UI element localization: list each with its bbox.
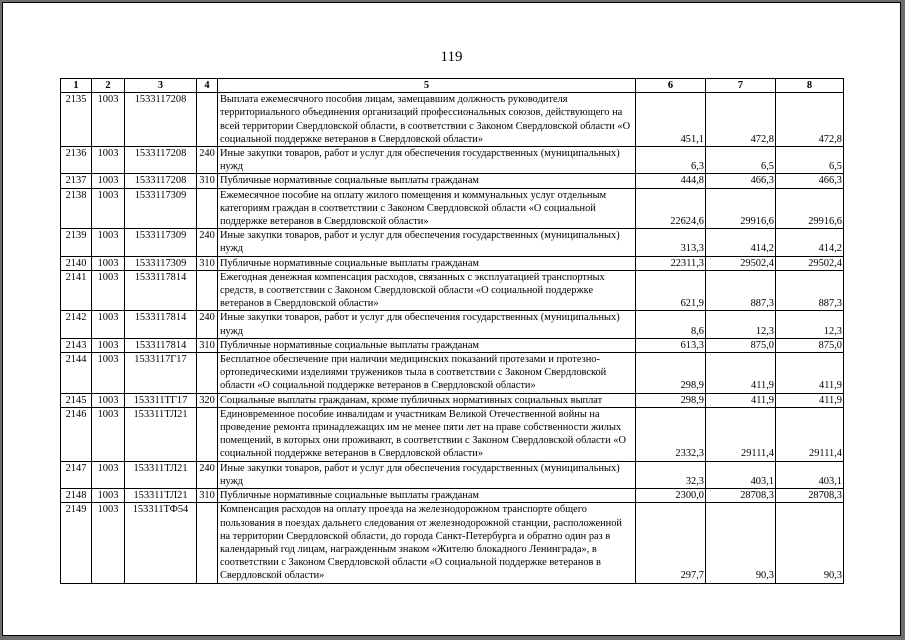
header-col-7: 7 [706,79,776,93]
row-number: 2139 [61,229,92,256]
expense-kind-code: 310 [197,256,218,270]
section-code: 1003 [92,147,125,174]
amount-col-8: 887,3 [776,270,844,311]
header-col-8: 8 [776,79,844,93]
row-number: 2135 [61,93,92,147]
amount-col-6: 2332,3 [636,407,706,461]
expense-kind-code: 240 [197,461,218,488]
row-number: 2140 [61,256,92,270]
amount-col-6: 613,3 [636,338,706,352]
section-code: 1003 [92,407,125,461]
amount-col-7: 411,9 [706,393,776,407]
amount-col-8: 29111,4 [776,407,844,461]
amount-col-6: 8,6 [636,311,706,338]
amount-col-8: 28708,3 [776,489,844,503]
amount-col-7: 875,0 [706,338,776,352]
item-name: Компенсация расходов на оплату проезда на железнодорожном транспорте общего пользования в поездах дальнего следования от железнодорожной станции, расположенной на территории Свердловской области, до города Санкт-Петербурга и обратно один раз в календарный год лицам, награжденным знаком «Жителю блокадного Ленинграда», в соответствии с Законом Свердловской области «О социальной поддержке ветеранов в Свердловской области» [218,503,636,583]
document-page [2,2,901,636]
amount-col-8: 12,3 [776,311,844,338]
expense-kind-code: 240 [197,147,218,174]
article-code: 1533117814 [125,270,197,311]
expense-kind-code [197,188,218,229]
row-number: 2149 [61,503,92,583]
item-name: Иные закупки товаров, работ и услуг для обеспечения государственных (муниципальных) нужд [218,229,636,256]
row-number: 2146 [61,407,92,461]
amount-col-6: 621,9 [636,270,706,311]
header-col-6: 6 [636,79,706,93]
section-code: 1003 [92,393,125,407]
header-col-3: 3 [125,79,197,93]
item-name: Иные закупки товаров, работ и услуг для обеспечения государственных (муниципальных) нужд [218,461,636,488]
table-row [61,229,844,256]
amount-col-8: 90,3 [776,503,844,583]
article-code: 153311ТГ17 [125,393,197,407]
article-code: 1533117208 [125,93,197,147]
table-row [61,338,844,352]
expense-kind-code: 310 [197,174,218,188]
table-row [61,489,844,503]
article-code: 153311ТФ54 [125,503,197,583]
row-number: 2142 [61,311,92,338]
item-name: Публичные нормативные социальные выплаты гражданам [218,256,636,270]
item-name: Ежемесячное пособие на оплату жилого помещения и коммунальных услуг отдельным категориям граждан в соответствии с Законом Свердловской области «О социальной поддержке ветеранов в Свердловской области» [218,188,636,229]
table-header-row [61,79,844,93]
table-row [61,353,844,394]
article-code: 1533117309 [125,256,197,270]
article-code: 1533117814 [125,338,197,352]
expense-kind-code: 310 [197,338,218,352]
amount-col-7: 466,3 [706,174,776,188]
expense-kind-code [197,270,218,311]
table-body [61,93,844,583]
table-row [61,393,844,407]
item-name: Единовременное пособие инвалидам и участникам Великой Отечественной войны на проведение ремонта принадлежащих им не менее пяти лет на праве собственности жилых помещений, в которых они проживают, в соответствии с Законом Свердловской области «О социальной поддержке ветеранов в Свердловской области» [218,407,636,461]
item-name: Публичные нормативные социальные выплаты гражданам [218,174,636,188]
section-code: 1003 [92,353,125,394]
article-code: 1533117309 [125,188,197,229]
table-row [61,93,844,147]
table-row [61,407,844,461]
article-code: 1533117208 [125,174,197,188]
amount-col-8: 403,1 [776,461,844,488]
section-code: 1003 [92,489,125,503]
expense-kind-code [197,407,218,461]
amount-col-7: 28708,3 [706,489,776,503]
amount-col-6: 32,3 [636,461,706,488]
amount-col-8: 29916,6 [776,188,844,229]
amount-col-8: 29502,4 [776,256,844,270]
amount-col-8: 6,5 [776,147,844,174]
section-code: 1003 [92,256,125,270]
page-number: 119 [440,49,463,65]
amount-col-8: 411,9 [776,353,844,394]
table-row [61,503,844,583]
budget-table [60,78,844,584]
amount-col-7: 90,3 [706,503,776,583]
amount-col-7: 414,2 [706,229,776,256]
row-number: 2136 [61,147,92,174]
section-code: 1003 [92,270,125,311]
row-number: 2148 [61,489,92,503]
section-code: 1003 [92,311,125,338]
amount-col-8: 414,2 [776,229,844,256]
amount-col-7: 6,5 [706,147,776,174]
amount-col-6: 22624,6 [636,188,706,229]
item-name: Публичные нормативные социальные выплаты гражданам [218,489,636,503]
expense-kind-code: 240 [197,229,218,256]
header-col-1: 1 [61,79,92,93]
amount-col-6: 444,8 [636,174,706,188]
row-number: 2143 [61,338,92,352]
item-name: Выплата ежемесячного пособия лицам, замещавшим должность руководителя территориального объединения организаций профессиональных союзов, действующего на всей территории Свердловской области, в соответствии с Законом Свердловской области «О социальной поддержке ветеранов в Свердловской области» [218,93,636,147]
amount-col-7: 411,9 [706,353,776,394]
amount-col-6: 298,9 [636,353,706,394]
amount-col-7: 29111,4 [706,407,776,461]
expense-kind-code: 240 [197,311,218,338]
section-code: 1003 [92,174,125,188]
item-name: Бесплатное обеспечение при наличии медицинских показаний протезами и протезно-ортопедическими изделиями тружеников тыла в соответствии с Законом Свердловской области «О социальной поддержке ветеранов в Свердловской области» [218,353,636,394]
amount-col-6: 22311,3 [636,256,706,270]
amount-col-7: 29502,4 [706,256,776,270]
expense-kind-code: 310 [197,489,218,503]
header-col-4: 4 [197,79,218,93]
amount-col-8: 472,8 [776,93,844,147]
section-code: 1003 [92,461,125,488]
amount-col-6: 6,3 [636,147,706,174]
item-name: Ежегодная денежная компенсация расходов, связанных с эксплуатацией транспортных средств, в соответствии с Законом Свердловской области «О социальной поддержке ветеранов в Свердловской области» [218,270,636,311]
header-col-2: 2 [92,79,125,93]
expense-kind-code [197,503,218,583]
amount-col-8: 411,9 [776,393,844,407]
row-number: 2147 [61,461,92,488]
expense-kind-code: 320 [197,393,218,407]
amount-col-7: 29916,6 [706,188,776,229]
expense-kind-code [197,93,218,147]
row-number: 2138 [61,188,92,229]
article-code: 1533117814 [125,311,197,338]
expense-kind-code [197,353,218,394]
article-code: 153311ТЛ21 [125,461,197,488]
amount-col-6: 313,3 [636,229,706,256]
row-number: 2141 [61,270,92,311]
table-row [61,256,844,270]
section-code: 1003 [92,188,125,229]
item-name: Социальные выплаты гражданам, кроме публичных нормативных социальных выплат [218,393,636,407]
table-row [61,188,844,229]
table-row [61,270,844,311]
table-row [61,174,844,188]
table-row [61,461,844,488]
amount-col-6: 2300,0 [636,489,706,503]
article-code: 153311ТЛ21 [125,489,197,503]
amount-col-7: 403,1 [706,461,776,488]
item-name: Иные закупки товаров, работ и услуг для обеспечения государственных (муниципальных) нужд [218,311,636,338]
table-row [61,147,844,174]
row-number: 2137 [61,174,92,188]
article-code: 1533117Г17 [125,353,197,394]
section-code: 1003 [92,338,125,352]
amount-col-8: 466,3 [776,174,844,188]
row-number: 2144 [61,353,92,394]
amount-col-6: 298,9 [636,393,706,407]
amount-col-6: 297,7 [636,503,706,583]
amount-col-6: 451,1 [636,93,706,147]
amount-col-7: 12,3 [706,311,776,338]
section-code: 1003 [92,229,125,256]
article-code: 1533117309 [125,229,197,256]
amount-col-7: 472,8 [706,93,776,147]
item-name: Публичные нормативные социальные выплаты гражданам [218,338,636,352]
amount-col-7: 887,3 [706,270,776,311]
row-number: 2145 [61,393,92,407]
section-code: 1003 [92,503,125,583]
item-name: Иные закупки товаров, работ и услуг для обеспечения государственных (муниципальных) нужд [218,147,636,174]
article-code: 153311ТЛ21 [125,407,197,461]
article-code: 1533117208 [125,147,197,174]
header-col-5: 5 [218,79,636,93]
section-code: 1003 [92,93,125,147]
amount-col-8: 875,0 [776,338,844,352]
table-row [61,311,844,338]
